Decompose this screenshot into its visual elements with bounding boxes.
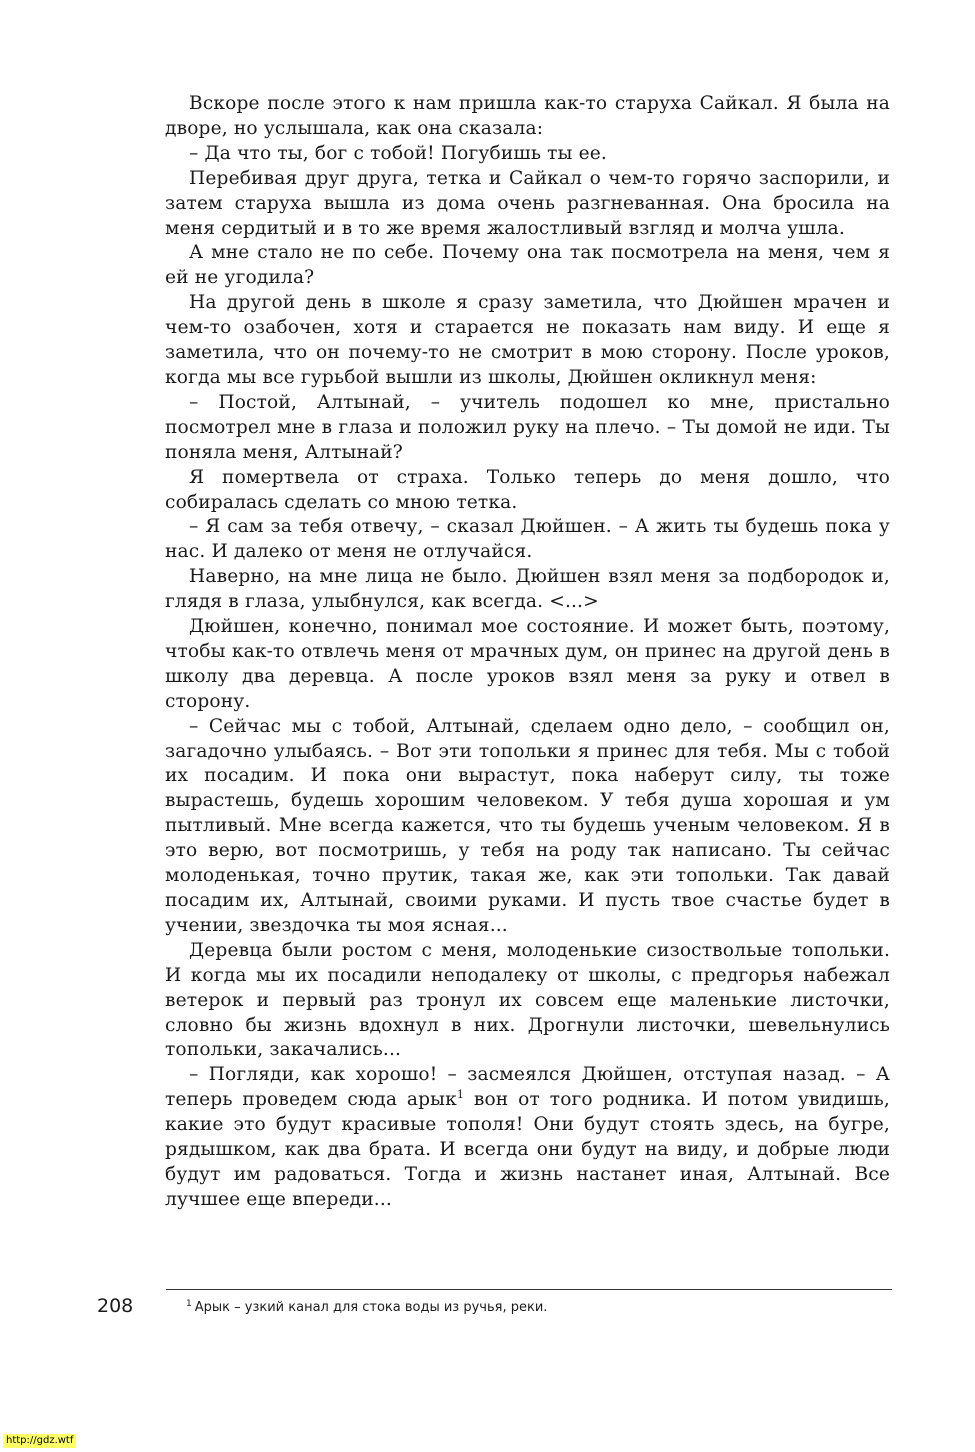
paragraph-text: – Погляди, как хорошо! – засмеялся Дюйшен, отступая назад. – А теперь проведем сюда арык (165, 1064, 890, 1111)
paragraph: А мне стало не по себе. Почему она так посмотрела на меня, чем я ей не угодила? (165, 242, 890, 289)
paragraph (165, 1063, 890, 1212)
paragraph: Я помертвела от страха. Только теперь до меня дошло, что собиралась сделать со мною тетка. (165, 466, 890, 513)
footnote (186, 1300, 547, 1315)
paragraph: Наверно, на мне лица не было. Дюйшен взял меня за подбородок и, глядя в глаза, улыбнулся, как всегда. <...> (165, 566, 890, 613)
paragraph: – Я сам за тебя отвечу, – сказал Дюйшен. – А жить ты будешь пока у нас. И далеко от меня не отлучайся. (165, 516, 890, 563)
paragraph: Перебивая друг друга, тетка и Сайкал о чем-то горячо заспорили, и затем старуха вышла из дома очень разгневанная. Она бросила на меня сердитый и в то же время жалостливый взгляд и молча ушла. (165, 167, 890, 239)
paragraph: Деревца были ростом с меня, молоденькие сизоствольые топольки. И когда мы их посадили неподалеку от школы, с предгорья набежал ветерок и первый раз тронул их совсем еще маленькие листочки, словно бы жизнь вдохнул в них. Дрогнули листочки, шевельнулись топольки, закачались... (165, 939, 890, 1061)
paragraph: – Да что ты, бог с тобой! Погубишь ты ее. (189, 142, 607, 164)
footnote-number: 1 (186, 1298, 192, 1309)
page-number: 208 (97, 1295, 134, 1317)
footnote-divider (166, 1289, 892, 1290)
paragraph: – Сейчас мы с тобой, Алтынай, сделаем одно дело, – сообщил он, загадочно улыбаясь. – Вот эти топольки я принес для тебя. Мы с тобой их посадим. И пока они вырастут, пока наберут силу, ты тоже вырастешь, будешь хорошим человеком. У тебя душа хорошая и ум пытливый. Мне всегда кажется, что ты будешь ученым человеком. Я в это верю, вот посмотришь, у тебя на роду так написано. Ты сейчас молоденькая, точно прутик, такая же, как эти топольки. Так давай посадим их, Алтынай, своими руками. И пусть твое счастье будет в учении, звездочка ты моя ясная... (165, 715, 890, 936)
paragraph: Вскоре после этого к нам пришла как-то старуха Сайкал. Я была на дворе, но услышала, как она сказала: (165, 93, 890, 139)
paragraph-text-continued: вон от того родника. И потом увидишь, какие это будут красивые тополя! Они будут стоять здесь, на бугре, рядышком, как два брата. И всегда они будут на виду, и добрые люди будут им радоваться. Тогда и жизнь настанет иная, Алтынай. Все лучшее еще впереди... (165, 1089, 890, 1210)
footnote-text: Арык – узкий канал для стока воды из ручья, реки. (194, 1300, 548, 1315)
watermark-link[interactable]: http://gdz.wtf (3, 1434, 76, 1448)
paragraph: На другой день в школе я сразу заметила, что Дюйшен мрачен и чем-то озабочен, хотя и старается не показать нам виду. И еще я заметила, что он почему-то не смотрит в мою сторону. После уроков, когда мы все гурьбой вышли из школы, Дюйшен окликнул меня: (165, 292, 890, 388)
main-text (165, 92, 890, 1213)
paragraph: – Постой, Алтынай, – учитель подошел ко мне, пристально посмотрел мне в глаза и положил руку на плечо. – Ты домой не иди. Ты поняла меня, Алтынай? (165, 391, 890, 463)
footnote-reference: 1 (456, 1088, 465, 1102)
paragraph: Дюйшен, конечно, понимал мое состояние. И может быть, поэтому, чтобы как-то отвлечь меня от мрачных дум, он принес на другой день в школу два деревца. А после уроков взял меня за руку и отвел в сторону. (165, 616, 890, 712)
